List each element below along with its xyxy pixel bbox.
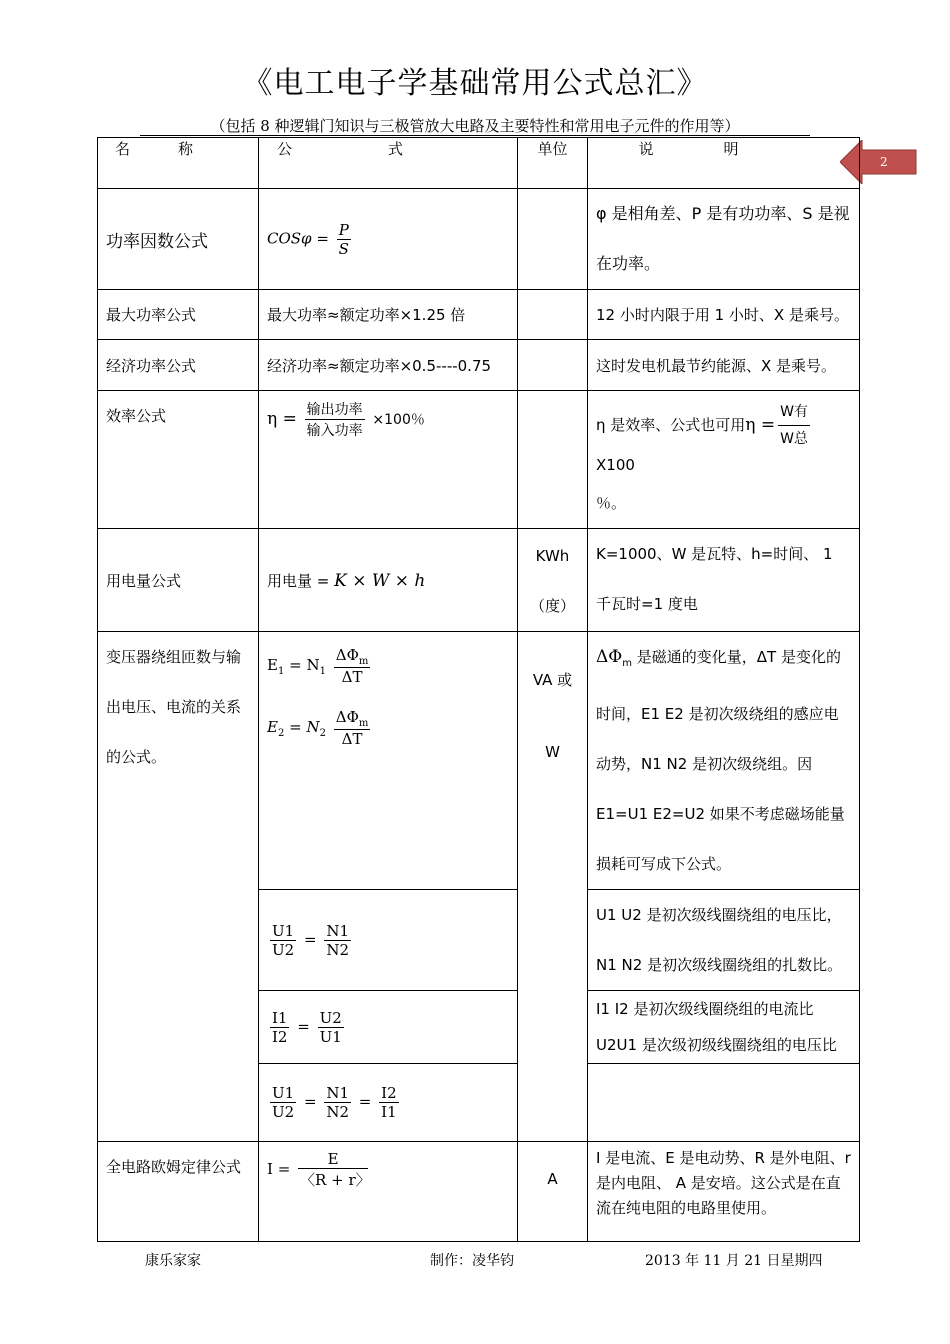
row-desc: I 是电流、E 是电动势、R 是外电阻、r 是内电阻、 A 是安培。这公式是在直流在纯电阻的电路里使用。 [588,1142,860,1242]
footer-author-group: 康乐家家 [145,1253,201,1269]
header-name: 名称 [98,138,259,189]
row-name: 变压器绕组匝数与输出电压、电流的关系的公式。 [98,632,259,1142]
row-formula: $E_1 = N_1$ $\frac{\Delta\Phi_m}{\Delta T}$ $E_2 = N_2$ $\frac{\Delta\Phi_m}{\Delta T}$ [259,632,518,890]
header-row [98,138,860,189]
row-unit [518,340,588,391]
row-desc: η 是效率、公式也可用η = $\frac{\text{W有}}{\text{W总}}$ X100 ％。 [588,391,860,529]
page-number: 2 [880,155,888,169]
row-name: 用电量公式 [98,529,259,632]
header-desc: 说明 [588,138,860,189]
row-name: 效率公式 [98,391,259,529]
footer-maker: 制作：凌华钧 [430,1253,514,1269]
table-row [98,189,860,290]
document-subtitle: （包括 8 种逻辑门知识与三极管放大电路及主要特性和常用电子元件的作用等） [210,117,740,135]
row-name: 全电路欧姆定律公式 [98,1142,259,1242]
row-formula: $\frac{U1}{U2}$ = $\frac{N1}{N2}$ = $\frac{I2}{I1}$ [259,1064,518,1142]
row-desc: 12 小时内限于用 1 小时、X 是乘号。 [588,290,860,340]
row-formula: 经济功率≈额定功率×0.5----0.75 [259,340,518,391]
row-formula: 最大功率≈额定功率×1.25 倍 [259,290,518,340]
row-desc: K=1000、W 是瓦特、h=时间、 1 千瓦时=1 度电 [588,529,860,632]
row-name: 经济功率公式 [98,340,259,391]
table-row [98,1142,860,1242]
table-row [98,391,860,529]
subtitle-underline [140,135,810,136]
row-unit: VA 或 W [518,632,588,1142]
row-unit [518,189,588,290]
row-unit: A [518,1142,588,1242]
table-row [98,632,860,890]
table-row [98,529,860,632]
row-formula: I = $\frac{E}{〈R + r〉}$ [259,1142,518,1242]
table-row [98,340,860,391]
row-name: 最大功率公式 [98,290,259,340]
header-unit: 单位 [518,138,588,189]
row-desc [588,1064,860,1142]
row-formula: 用电量 = K × W × h [259,529,518,632]
table-row [98,290,860,340]
row-formula: η = $\frac{\text{输出功率}}{\text{输入功率}}$ ×100％ [259,391,518,529]
row-desc: U1 U2 是初次级线圈绕组的电压比， N1 N2 是初次级线圈绕组的扎数比。 [588,890,860,991]
row-unit [518,391,588,529]
formula-table [97,137,860,1242]
row-formula: $\frac{I1}{I2}$ = $\frac{U2}{U1}$ [259,991,518,1064]
row-desc: φ 是相角差、P 是有功功率、S 是视在功率。 [588,189,860,290]
row-formula: $\frac{U1}{U2}$ = $\frac{N1}{N2}$ [259,890,518,991]
footer-date: 2013 年 11 月 21 日星期四 [645,1253,823,1269]
row-desc: 这时发电机最节约能源、X 是乘号。 [588,340,860,391]
header-formula: 公式 [259,138,518,189]
document-title: 《电工电子学基础常用公式总汇》 [242,66,708,101]
row-desc: I1 I2 是初次级线圈绕组的电流比 U2U1 是次级初级线圈绕组的电压比 [588,991,860,1064]
row-desc: $\Delta\Phi_m$ 是磁通的变化量，ΔT 是变化的时间，E1 E2 是初次级绕组的感应电动势，N1 N2 是初次级绕组。因 E1=U1 E2=U2 如果不考虑磁场能量损耗可写成下公式。 [588,632,860,890]
row-name: 功率因数公式 [98,189,259,290]
row-formula: COSφ = $\frac{P}{S}$ [259,189,518,290]
row-unit [518,290,588,340]
row-unit: KWh （度） [518,529,588,632]
